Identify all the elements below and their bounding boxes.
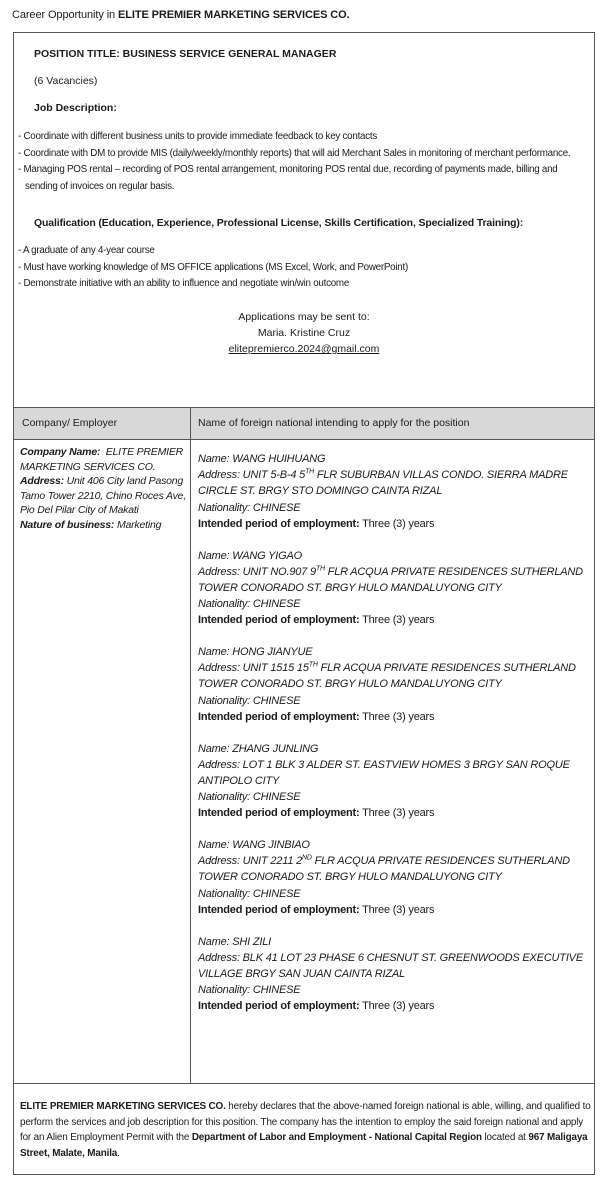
nationality-value: CHINESE xyxy=(252,791,301,804)
name-label: Name: xyxy=(198,742,233,755)
address-label: Address: xyxy=(198,565,243,578)
address-ordinal: TH xyxy=(308,661,318,669)
list-item: - Demonstrate initiative with an ability to influence and negotiate win/win outcome xyxy=(18,278,350,289)
list-item: - Coordinate with DM to provide MIS (daily/weekly/monthly reports) that will aid Merchant Sales in monitoring of merchant performance. xyxy=(18,147,571,159)
applicant-address xyxy=(198,757,593,789)
applicant-list xyxy=(198,451,593,1030)
applicant-nationality xyxy=(198,982,593,998)
applicant-entry xyxy=(198,548,593,645)
name-value: WANG HUIHUANG xyxy=(232,453,326,465)
address-value: BLK 41 LOT 23 PHASE 6 CHESNUT ST. GREENWOODS EXECUTIVE VILLAGE BRGY SAN JUAN CAINTA RIZAL xyxy=(198,951,583,980)
address-value: UNIT 1515 15 xyxy=(242,662,309,675)
name-value: WANG JINBIAO xyxy=(232,839,310,851)
name-label: Name: xyxy=(198,646,233,658)
name-value: ZHANG JUNLING xyxy=(232,742,319,755)
applicant-period xyxy=(198,805,593,821)
nationality-label: Nationality: xyxy=(198,694,253,707)
address-ordinal: ND xyxy=(302,854,312,862)
job-description-list xyxy=(18,129,588,195)
applicant-period xyxy=(198,709,593,725)
nationality-label: Nationality: xyxy=(198,598,253,611)
applicant-name xyxy=(198,837,593,853)
address-value-rest: FLR ACQUA PRIVATE RESIDENCES SUTHERLAND TOWER CONORADO ST. BRGY HULO MANDALUYONG CITY xyxy=(198,855,570,884)
address-value-rest: FLR ACQUA PRIVATE RESIDENCES SUTHERLAND TOWER CONORADO ST. BRGY HULO MANDALUYONG CITY xyxy=(198,662,576,691)
nationality-value: CHINESE xyxy=(252,887,301,900)
column-header-foreign-national: Name of foreign national intending to apply for the position xyxy=(198,417,470,429)
applicant-entry xyxy=(198,934,593,1031)
applicant-period xyxy=(198,902,593,918)
applicant-name xyxy=(198,644,593,660)
applicant-address xyxy=(198,564,593,596)
period-label: Intended period of employment: xyxy=(198,903,360,916)
period-value: Three (3) years xyxy=(362,807,435,820)
footer-address: 967 Maligaya Street, Malate, Manila xyxy=(20,1132,588,1159)
column-divider xyxy=(190,408,191,1083)
column-header-company: Company/ Employer xyxy=(22,417,118,429)
contact-name: Maria. Kristine Cruz xyxy=(257,327,351,339)
qualification-label: Qualification (Education, Experience, Professional License, Skills Certification, Specialized Training): xyxy=(34,217,524,229)
name-value: HONG JIANYUE xyxy=(232,646,313,658)
nationality-value: CHINESE xyxy=(252,984,301,997)
applicant-entry xyxy=(198,644,593,741)
applicant-period xyxy=(198,998,593,1014)
address-value: UNIT 5-B-4 5 xyxy=(242,469,306,482)
applicant-address xyxy=(198,950,593,982)
footer-company: ELITE PREMIER MARKETING SERVICES CO. xyxy=(20,1101,226,1112)
nationality-value: CHINESE xyxy=(252,501,301,514)
applications-line: Applications may be sent to: xyxy=(238,311,370,323)
address-label: Address: xyxy=(198,855,243,868)
applicant-name xyxy=(198,741,593,757)
applicant-name xyxy=(198,548,593,564)
applicant-period xyxy=(198,612,593,628)
footer-dole: Department of Labor and Employment - National Capital Region xyxy=(191,1132,482,1143)
name-label: Name: xyxy=(198,935,233,948)
applicant-period xyxy=(198,516,593,532)
list-item: - Managing POS rental – recording of POS rental arrangement, monitoring POS rental due, recording of payments made, billing and sending of invoices on regular basis. xyxy=(18,164,558,192)
applicant-nationality xyxy=(198,500,593,516)
nationality-label: Nationality: xyxy=(198,791,253,804)
table-header xyxy=(14,408,594,440)
applicant-address xyxy=(198,853,593,885)
address-value-rest: FLR SUBURBAN VILLAS CONDO. SIERRA MADRE CIRCLE ST. BRGY STO DOMINGO CAINTA RIZAL xyxy=(198,469,568,498)
position-title: POSITION TITLE: BUSINESS SERVICE GENERAL MANAGER xyxy=(34,48,337,60)
applicant-address xyxy=(198,467,593,499)
company-name-label: Company Name: xyxy=(20,446,101,458)
address-ordinal: TH xyxy=(305,468,315,476)
nationality-label: Nationality: xyxy=(198,501,253,514)
page-header xyxy=(12,9,350,21)
period-label: Intended period of employment: xyxy=(198,614,360,627)
qualification-list xyxy=(18,243,588,293)
applicant-name xyxy=(198,451,593,467)
nationality-label: Nationality: xyxy=(198,984,253,997)
applicant-nationality xyxy=(198,693,593,709)
period-value: Three (3) years xyxy=(362,614,435,627)
applicant-entry xyxy=(198,837,593,934)
nationality-value: CHINESE xyxy=(252,694,301,707)
address-label: Address: xyxy=(198,951,243,964)
company-name-value: ELITE PREMIER MARKETING SERVICES CO. xyxy=(20,446,184,473)
applicant-nationality xyxy=(198,596,593,612)
vacancies: (6 Vacancies) xyxy=(34,75,98,87)
company-address-label: Address: xyxy=(20,475,64,487)
period-value: Three (3) years xyxy=(362,903,435,916)
address-label: Address: xyxy=(198,469,243,482)
name-value: WANG YIGAO xyxy=(232,549,302,562)
nature-of-business-label: Nature of business: xyxy=(20,518,115,531)
applicant-entry xyxy=(198,451,593,548)
list-item: - Must have working knowledge of MS OFFICE applications (MS Excel, Work, and PowerPoint) xyxy=(18,261,408,273)
address-value-rest: FLR ACQUA PRIVATE RESIDENCES SUTHERLAND TOWER CONORADO ST. BRGY HULO MANDALUYONG CITY xyxy=(198,565,583,594)
job-ad-box xyxy=(13,32,595,1175)
footer-text-part: hereby declares that the above-named foreign national is able, willing, and qualified to perform the services and job description for this position. The company has the intention to employ the said foreign national and apply for an Alien Employment Permit with the xyxy=(20,1101,591,1143)
company-cell xyxy=(20,445,188,532)
footer-text-part: . xyxy=(117,1147,120,1159)
address-value: LOT 1 BLK 3 ALDER ST. EASTVIEW HOMES 3 BRGY SAN ROQUE ANTIPOLO CITY xyxy=(198,758,570,787)
nationality-value: CHINESE xyxy=(252,598,301,611)
declaration-text xyxy=(20,1099,592,1161)
address-ordinal: TH xyxy=(315,565,325,573)
applicant-entry xyxy=(198,741,593,838)
period-label: Intended period of employment: xyxy=(198,1000,360,1013)
period-label: Intended period of employment: xyxy=(198,517,360,530)
applicant-address xyxy=(198,660,593,692)
address-value: UNIT NO.907 9 xyxy=(242,565,316,578)
footer-text-part: located at xyxy=(481,1132,529,1143)
declaration-footer xyxy=(14,1083,594,1175)
name-label: Name: xyxy=(198,839,233,851)
application-contact xyxy=(14,309,594,357)
name-value: SHI ZILI xyxy=(232,935,272,948)
name-label: Name: xyxy=(198,453,233,465)
job-description-label: Job Description: xyxy=(34,102,117,114)
nature-of-business-value: Marketing xyxy=(116,518,162,531)
period-label: Intended period of employment: xyxy=(198,807,360,820)
list-item: - A graduate of any 4-year course xyxy=(18,245,155,256)
contact-email-link[interactable]: elitepremierco.2024@gmail.com xyxy=(228,343,380,355)
applicant-name xyxy=(198,934,593,950)
address-label: Address: xyxy=(198,758,243,771)
nationality-label: Nationality: xyxy=(198,887,253,900)
header-company: ELITE PREMIER MARKETING SERVICES CO. xyxy=(118,9,350,21)
period-label: Intended period of employment: xyxy=(198,710,360,723)
applicant-nationality xyxy=(198,886,593,902)
header-prefix: Career Opportunity in xyxy=(12,9,119,21)
period-value: Three (3) years xyxy=(362,710,435,723)
address-value: UNIT 2211 2 xyxy=(242,855,303,868)
period-value: Three (3) years xyxy=(362,1000,435,1013)
period-value: Three (3) years xyxy=(362,517,435,530)
applicant-nationality xyxy=(198,789,593,805)
name-label: Name: xyxy=(198,549,233,562)
list-item: - Coordinate with different business units to provide immediate feedback to key contacts xyxy=(18,131,378,142)
position-section xyxy=(14,33,594,408)
company-address-value: Unit 406 City land Pasong Tamo Tower 2210, Chino Roces Ave, Pio Del Pilar City of Makati xyxy=(20,475,186,516)
address-label: Address: xyxy=(198,662,243,675)
